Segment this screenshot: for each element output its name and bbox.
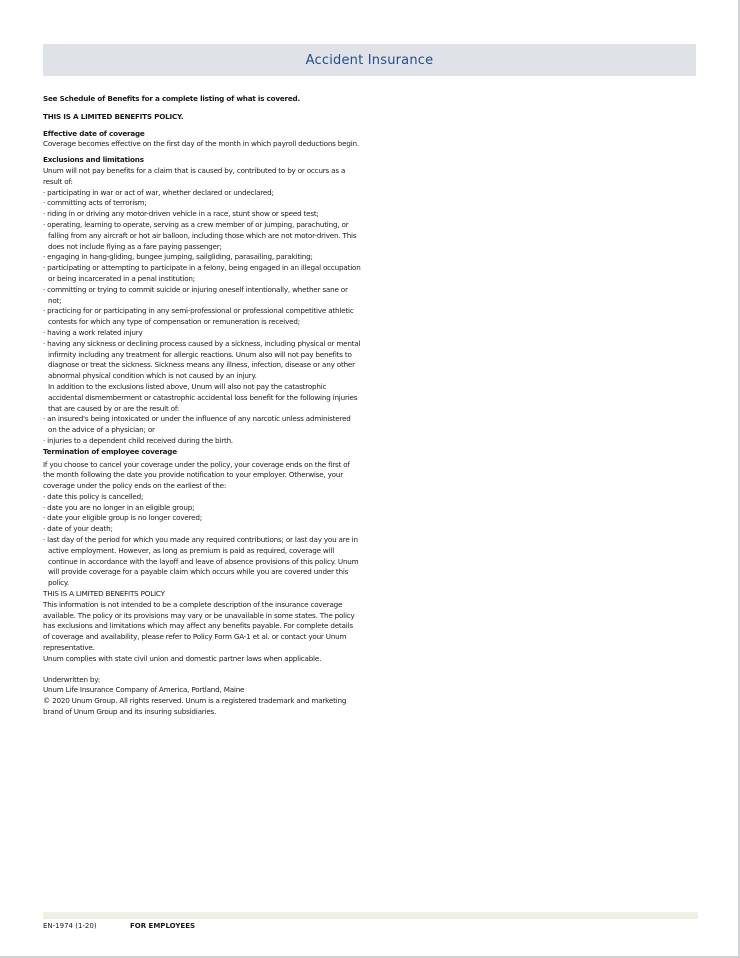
effective-date-heading: Effective date of coverage — [43, 128, 145, 138]
termination-list — [43, 492, 361, 589]
list-item: · engaging in hang-gliding, bungee jumping, sailgliding, parasailing, parakiting; — [43, 252, 361, 263]
civil-union-statement: Unum complies with state civil union and domestic partner laws when applicable. — [43, 653, 322, 663]
page-title: Accident Insurance — [305, 52, 434, 68]
spacer — [43, 665, 361, 675]
list-item: · practicing for or participating in any semi-professional or professional competitive athletic contests for which any type of compensation or remuneration is received; — [43, 306, 361, 328]
audience-label: FOR EMPLOYEES — [130, 922, 196, 930]
footer-rule — [43, 912, 698, 919]
form-code: EN-1974 (1-20) — [43, 922, 97, 930]
exclusions-intro: Unum will not pay benefits for a claim that is caused by, contributed to by or occurs as a result of: — [43, 165, 346, 186]
list-item: · date your eligible group is no longer covered; — [43, 513, 361, 524]
list-item: · operating, learning to operate, serving as a crew member of or jumping, parachuting, or falling from any aircraft or hot air balloon, including those which are not motor-driven. This does not include flying as a fare paying passenger; — [43, 220, 361, 252]
list-item: · injuries to a dependent child received during the birth. — [43, 436, 361, 447]
list-item: · having a work related injury — [43, 328, 361, 339]
list-item: · committing or trying to commit suicide or injuring oneself intentionally, whether sane or not; — [43, 285, 361, 307]
list-item: · date of your death; — [43, 524, 361, 535]
exclusions-list — [43, 188, 361, 382]
limited-policy-notice: THIS IS A LIMITED BENEFITS POLICY. — [43, 111, 184, 121]
closing-notice: THIS IS A LIMITED BENEFITS POLICY — [43, 589, 165, 599]
intro-text: See Schedule of Benefits for a complete listing of what is covered. — [43, 94, 301, 103]
list-item: · date you are no longer in an eligible group; — [43, 503, 361, 514]
additional-exclusions-list — [43, 414, 361, 446]
list-item: · an insured's being intoxicated or under the influence of any narcotic unless administered on the advice of a physician; or — [43, 414, 361, 436]
list-item: · riding in or driving any motor-driven vehicle in a race, stunt show or speed test; — [43, 209, 361, 220]
header-band — [43, 44, 696, 76]
list-item: · participating in war or act of war, whether declared or undeclared; — [43, 188, 361, 199]
underwriter-company: Unum Life Insurance Company of America, Portland, Maine — [43, 685, 245, 695]
termination-text: If you choose to cancel your coverage under the policy, your coverage ends on the first of the month following the date you provide notification to your employer. Otherwise, your coverage under the policy ends on the earliest of the: — [43, 459, 350, 491]
closing-disclaimer: This information is not intended to be a complete description of the insurance coverage available. The policy or its provisions may vary or be unavailable in some states. The policy has exclusions and limitations which may affect any benefits payable. For complete details of coverage and availability, please refer to Policy Form GA-1 et al. or contact your Unum representative. — [43, 599, 355, 653]
underwriter-label: Underwritten by: — [43, 674, 100, 684]
exclusions-heading: Exclusions and limitations — [43, 155, 144, 165]
list-item: · last day of the period for which you made any required contributions; or last day you are in active employment. However, as long as premium is paid as required, coverage will continue in accordance with the layoff and leave of absence provisions of this policy. Unum will provide coverage for a payable claim which occurs while you are covered under this policy. — [43, 535, 361, 589]
list-item: · date this policy is cancelled; — [43, 492, 361, 503]
list-item: · committing acts of terrorism; — [43, 198, 361, 209]
termination-heading: Termination of employee coverage — [43, 446, 177, 456]
list-item: · participating or attempting to participate in a felony, being engaged in an illegal occupation or being incarcerated in a penal institution; — [43, 263, 361, 285]
list-item: · having any sickness or declining process caused by a sickness, including physical or mental infirmity including any treatment for allergic reactions. Unum also will not pay benefits to diagnose or treat the sickness. Sickness means any illness, infection, disease or any other abnormal physical condition which is not caused by an injury. — [43, 339, 361, 382]
document-body — [43, 94, 361, 718]
exclusions-additional: In addition to the exclusions listed above, Unum will also not pay the catastrophic accidental dismemberment or catastrophic accidental loss benefit for the following injuries that are caused by or are the result of: — [48, 381, 358, 413]
copyright-notice: © 2020 Unum Group. All rights reserved. Unum is a registered trademark and marketing brand of Unum Group and its insuring subsidiaries. — [43, 696, 347, 717]
effective-date-text: Coverage becomes effective on the first day of the month in which payroll deductions begin. — [43, 139, 359, 149]
